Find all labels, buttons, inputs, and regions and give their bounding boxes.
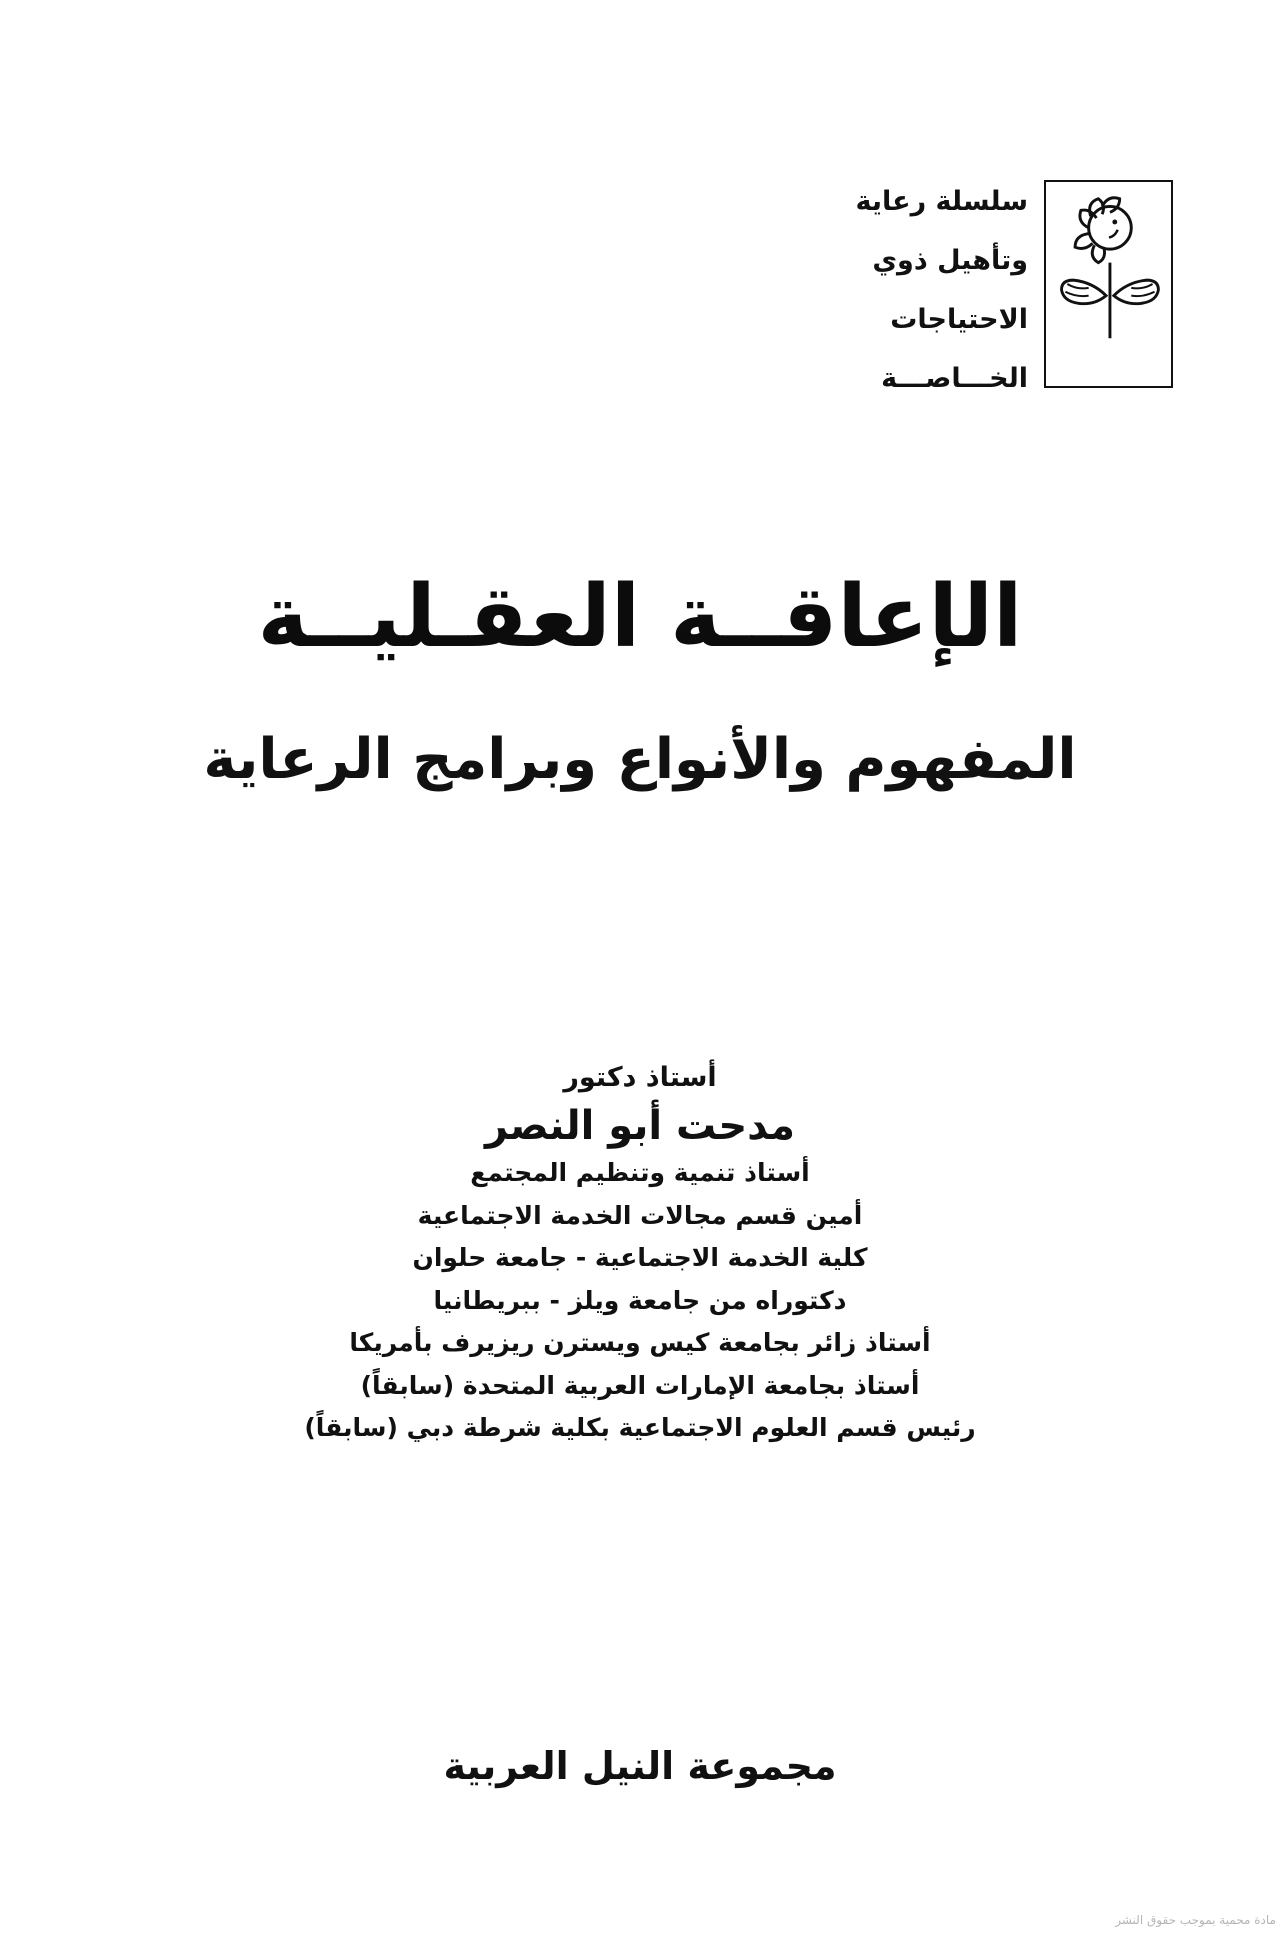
author-name: مدحت أبو النصر: [484, 1103, 796, 1149]
book-title: الإعاقــة العقـليــة: [257, 567, 1023, 667]
publisher-name: مجموعة النيل العربية: [443, 1744, 837, 1788]
author-credentials: [300, 1152, 980, 1450]
credential-item: رئيس قسم العلوم الاجتماعية بكلية شرطة دبي (سابقاً): [304, 1413, 976, 1442]
book-subtitle: المفهوم والأنواع وبرامج الرعاية: [203, 727, 1077, 792]
credential-item: أمين قسم مجالات الخدمة الاجتماعية: [417, 1200, 863, 1230]
credential-item: أستاذ بجامعة الإمارات العربية المتحدة (سابقاً): [360, 1370, 920, 1400]
series-name: [855, 172, 1028, 402]
author-title: أستاذ دكتور: [563, 1062, 717, 1093]
credential-item: أستاذ تنمية وتنظيم المجتمع: [470, 1158, 810, 1187]
copyright-watermark: مادة محمية بموجب حقوق النشر: [1115, 1913, 1276, 1927]
credential-item: أستاذ زائر بجامعة كيس ويسترن ريزيرف بأمريكا: [349, 1328, 931, 1357]
series-line: الخـــاصـــة: [881, 363, 1028, 394]
author-block: [300, 1056, 980, 1450]
series-line: وتأهيل ذوي: [872, 245, 1028, 276]
credential-item: كلية الخدمة الاجتماعية - جامعة حلوان: [412, 1243, 868, 1272]
series-line: الاحتياجات: [890, 304, 1028, 335]
credential-item: دكتوراه من جامعة ويلز - ببريطانيا: [433, 1285, 847, 1315]
series-logo: [1044, 180, 1173, 388]
flower-hands-logo-icon: [1046, 182, 1171, 386]
series-line: سلسلة رعاية: [855, 186, 1028, 217]
